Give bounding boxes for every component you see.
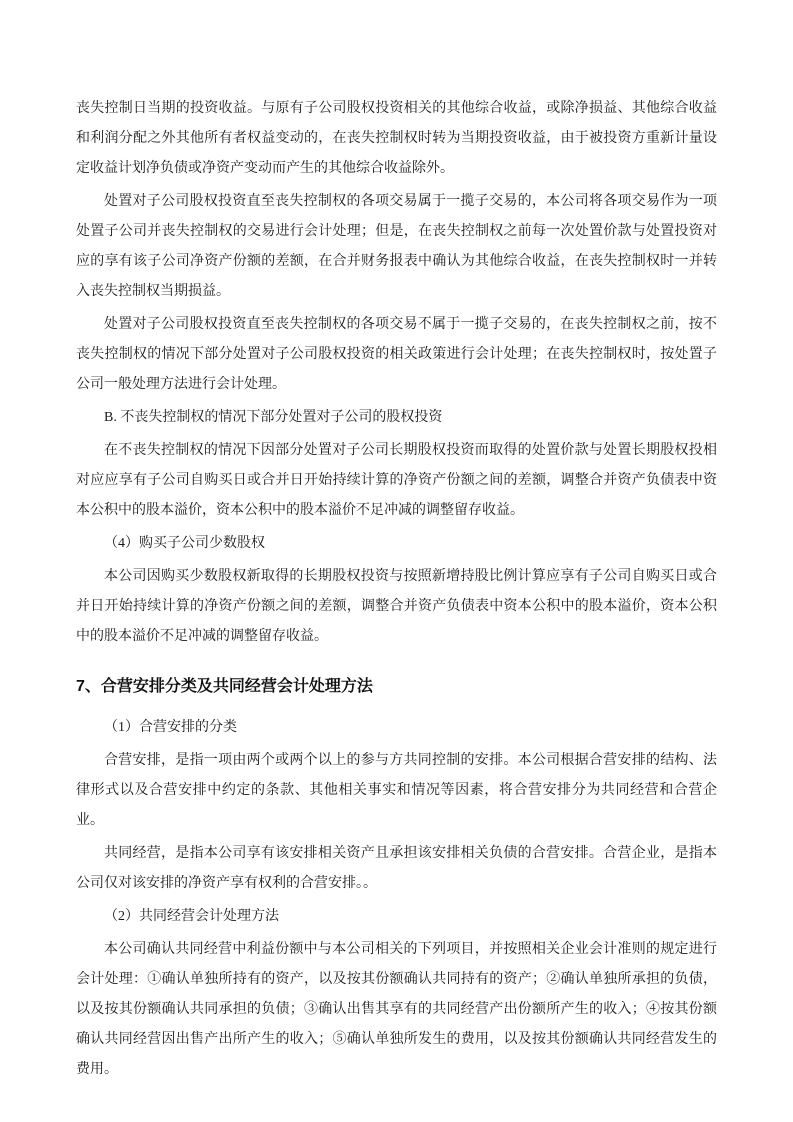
body-paragraph-bundle-transaction: 处置对子公司股权投资直至丧失控制权的各项交易属于一揽子交易的，本公司将各项交易作为一项处置子公司并丧失控制权的交易进行会计处理；但是，在丧失控制权之前每一次处置价款与处置投资对应的享有该子公司净资产份额的差额，在合并财务报表中确认为其他综合收益，在丧失控制权时一并转入丧失控制权当期损益。 [76,194,717,299]
body-paragraph-non-bundle-transaction: 处置对子公司股权投资直至丧失控制权的各项交易不属于一揽子交易的，在丧失控制权之前，按不丧失控制权的情况下部分处置对子公司股权投资的相关政策进行会计处理；在丧失控制权时，按处置子公司一般处理方法进行会计处理。 [76,317,717,392]
body-paragraph-joint-operation-accounting: 本公司确认共同经营中利益份额中与本公司相关的下列项目，并按照相关企业会计准则的规定进行会计处理：①确认单独所持有的资产，以及按其份额确认共同持有的资产；②确认单独所承担的负债，以及按其份额确认共同承担的负债；③确认出售其享有的共同经营产出份额所产生的收入；④按其份额确认共同经营因出售产出所产生的收入；⑤确认单独所发生的费用，以及按其份额确认共同经营发生的费用。 [76,942,717,1077]
body-paragraph-minority-purchase: 本公司因购买少数股权新取得的长期股权投资与按照新增持股比例计算应享有子公司自购买日或合并日开始持续计算的净资产份额之间的差额，调整合并资产负债表中资本公积中的股本溢价，资本公积中的股本溢价不足冲减的调整留存收益。 [76,569,717,644]
section-heading-7-joint-arrangement: 7、合营安排分类及共同经营会计处理方法 [76,678,373,695]
body-paragraph-joint-arrangement-definition: 合营安排，是指一项由两个或两个以上的参与方共同控制的安排。本公司根据合营安排的结构、法律形式以及合营安排中约定的条款、其他相关事实和情况等因素，将合营安排分为共同经营和合营企业。 [76,753,717,828]
sub-item-b: B. 不丧失控制权的情况下部分处置对子公司的股权投资 [104,410,443,425]
body-paragraph-continuation: 丧失控制日当期的投资收益。与原有子公司股权投资相关的其他综合收益，或除净损益、其他综合收益和利润分配之外其他所有者权益变动的，在丧失控制权时转为当期投资收益，由于被投资方重新计量设定收益计划净负债或净资产变动而产生的其他综合收益除外。 [76,101,717,176]
body-paragraph-partial-disposal: 在不丧失控制权的情况下因部分处置对子公司长期股权投资而取得的处置价款与处置长期股权投相对应应享有子公司自购买日或合并日开始持续计算的净资产份额之间的差额，调整合并资产负债表中资本公积中的股本溢价，资本公积中的股本溢价不足冲减的调整留存收益。 [76,443,717,518]
sub-heading-4-minority-purchase: （4）购买子公司少数股权 [104,536,265,551]
sub-heading-1-classification: （1）合营安排的分类 [104,720,237,735]
body-paragraph-joint-operation-definition: 共同经营，是指本公司享有该安排相关资产且承担该安排相关负债的合营安排。合营企业，是指本公司仅对该安排的净资产享有权利的合营安排。。 [76,846,717,891]
sub-heading-2-accounting-method: （2）共同经营会计处理方法 [104,909,279,924]
